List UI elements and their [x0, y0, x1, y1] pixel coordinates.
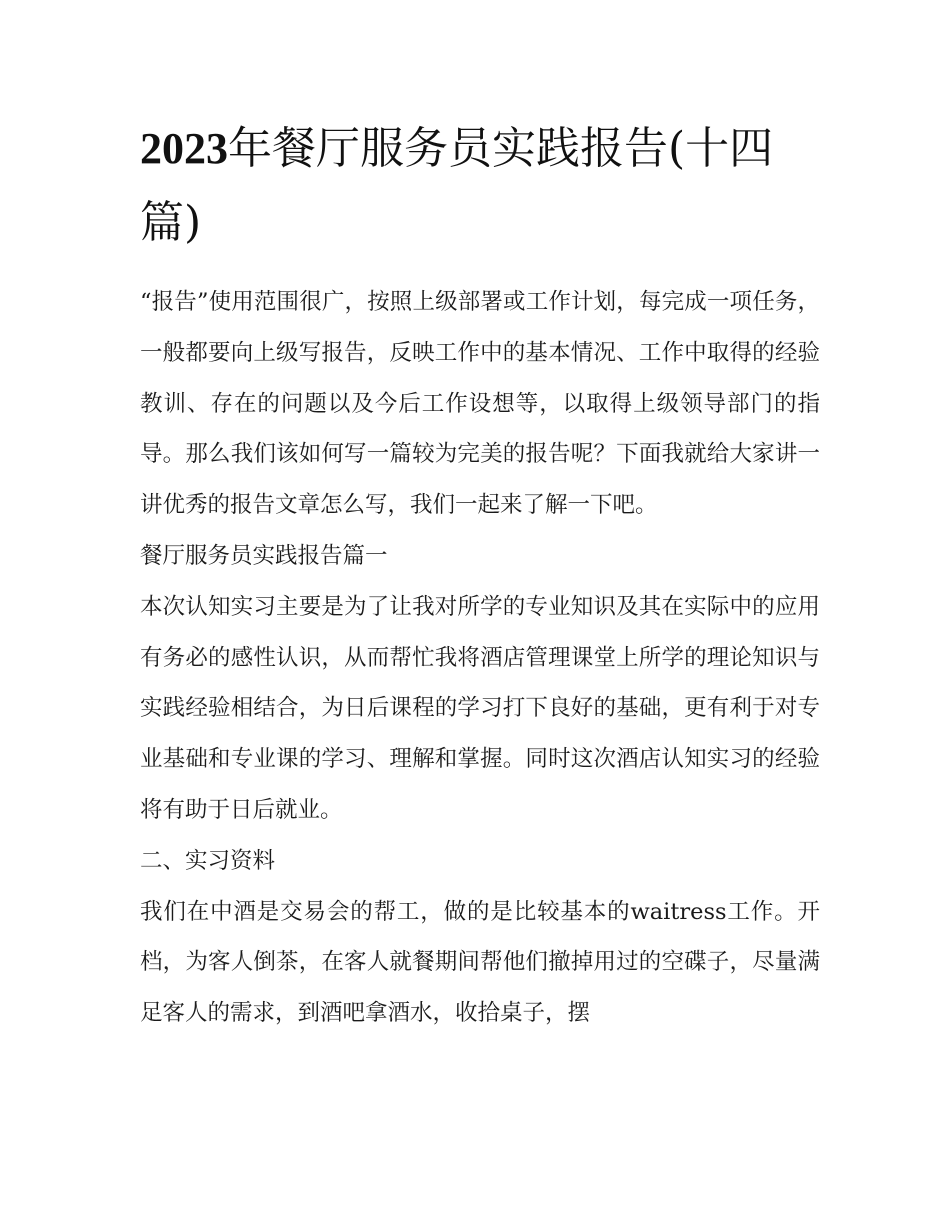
section-heading: 二、实习资料: [140, 847, 276, 874]
intro-paragraph: “报告”使用范围很广，按照上级部署或工作计划，每完成一项任务，一般都要向上级写报告，反映工作中的基本情况、工作中取得的经验教训、存在的问题以及今后工作设想等，以取得上级领导部门的指导。那么我们该如何写一篇较为完美的报告呢？下面我就给大家讲一讲优秀的报告文章怎么写，我们一起来了解一下吧。: [140, 289, 820, 519]
body-paragraph: 我们在中酒是交易会的帮工，做的是比较基本的waitress工作。开档，为客人倒茶，在客人就餐期间帮他们撤掉用过的空碟子，尽量满足客人的需求，到酒吧拿酒水，收拾桌子，摆: [140, 898, 820, 1027]
title-text: 年餐厅服务员实践报告(十四篇): [140, 123, 774, 248]
section-heading: 餐厅服务员实践报告篇一: [140, 542, 388, 569]
title-number: 2023: [140, 124, 228, 173]
body-paragraph: 本次认知实习主要是为了让我对所学的专业知识及其在实际中的应用有务必的感性认识，从而帮忙我将酒店管理课堂上所学的理论知识与实践经验相结合，为日后课程的学习打下良好的基础，更有利于对专业基础和专业课的学习、理解和掌握。同时这次酒店认知实习的经验将有助于日后就业。: [140, 593, 820, 823]
document-body: [140, 277, 820, 1039]
document-title: [140, 112, 830, 260]
